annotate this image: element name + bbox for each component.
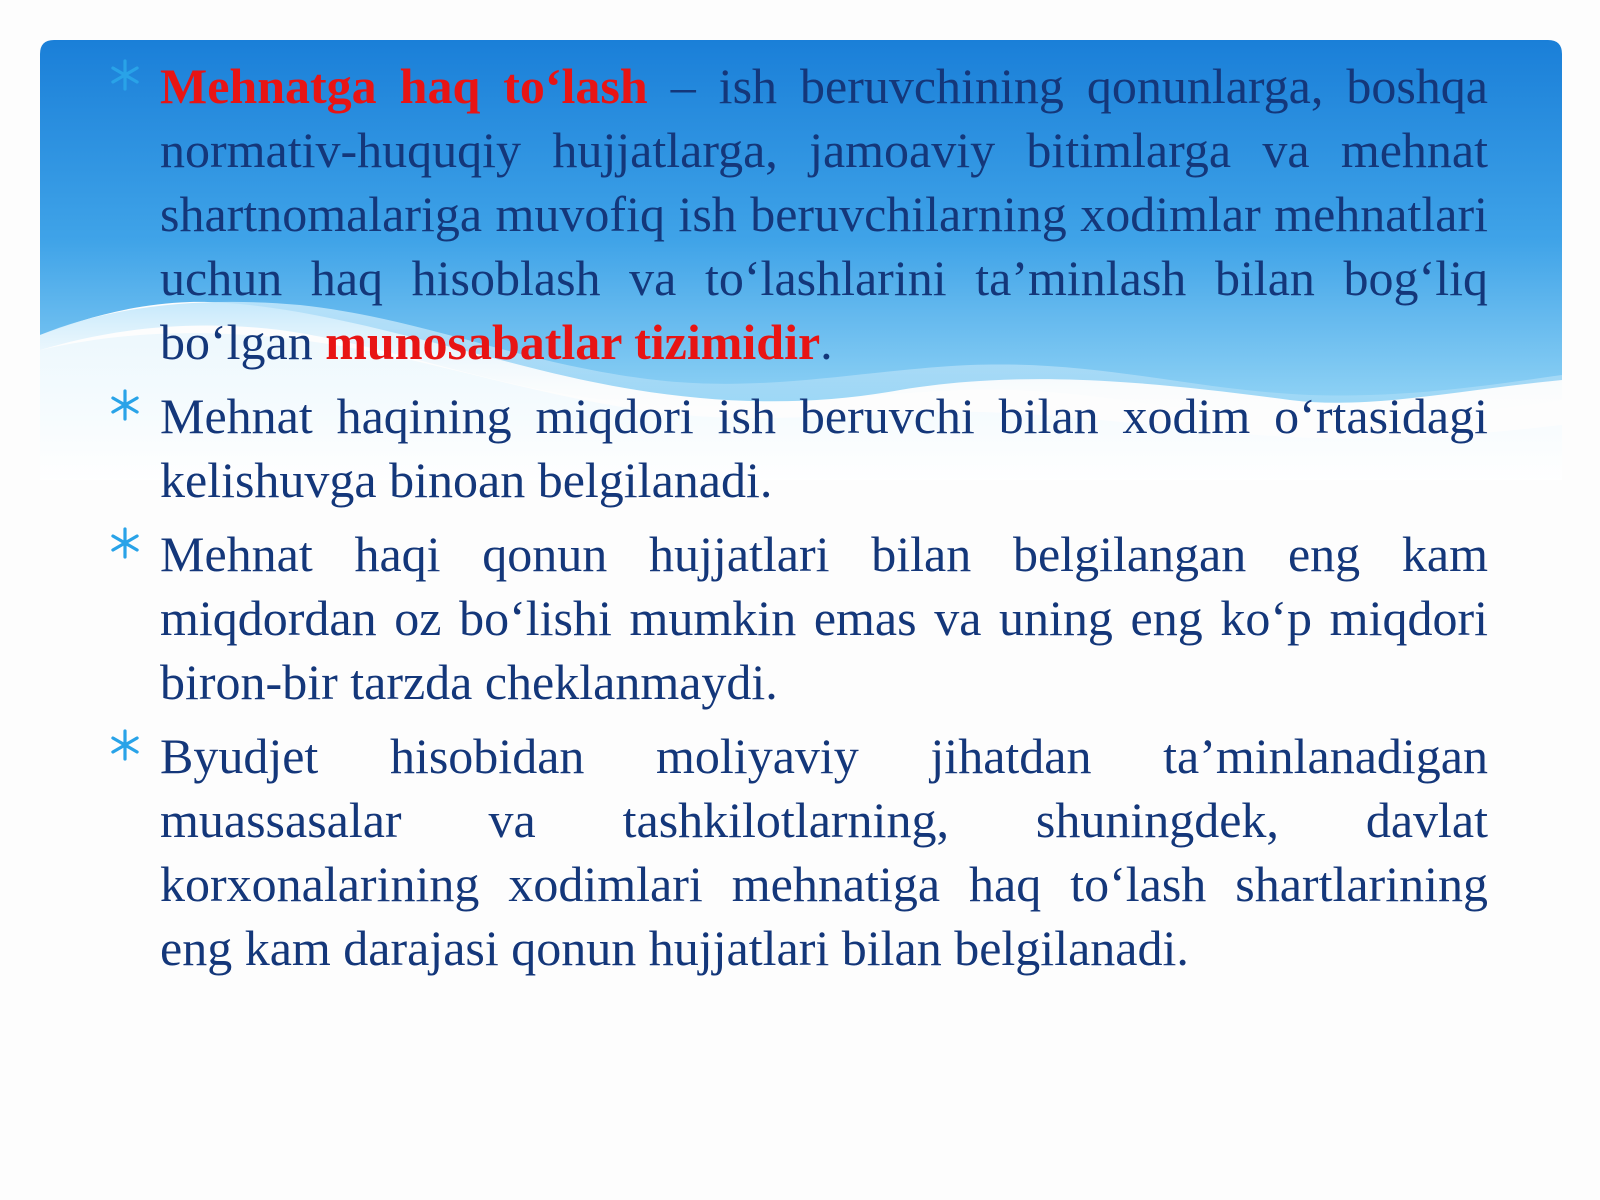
bullet-text: Byudjet hisobidan moliyaviy jihatdan ta’minlanadigan muassasalar va tashkilotlarning, shuningdek, davlat korxonalarining xodimlari mehnatiga haq to‘lash shartlarining eng kam darajasi qonun hujjatlari bilan belgilanadi.	[160, 728, 1488, 976]
term-highlight: Mehnatga haq to‘lash	[160, 58, 648, 114]
bullet-item-budget	[108, 724, 1488, 980]
bullet-list	[108, 54, 1488, 990]
bullet-item-definition	[108, 54, 1488, 374]
asterisk-bullet-icon	[108, 728, 142, 762]
sentence-end: .	[820, 314, 833, 370]
emphasis-highlight: munosabatlar tizimidir	[325, 314, 821, 370]
bullet-text	[160, 54, 1488, 374]
definition-text: – ish beruvchining qonunlarga, boshqa normativ-huquqiy hujjatlarga, jamoaviy bitimlarga va mehnat shartnomalariga muvofiq ish beruvchilarning xodimlar mehnatlari uchun haq hisoblash va to‘lashlarini ta’minlash bilan bog‘liq bo‘lgan	[160, 58, 1488, 370]
bullet-item-minimum	[108, 522, 1488, 714]
bullet-item-amount	[108, 384, 1488, 512]
asterisk-bullet-icon	[108, 526, 142, 560]
asterisk-bullet-icon	[108, 388, 142, 422]
bullet-text: Mehnat haqining miqdori ish beruvchi bilan xodim o‘rtasidagi kelishuvga binoan belgilanadi.	[160, 388, 1488, 508]
bullet-text: Mehnat haqi qonun hujjatlari bilan belgilangan eng kam miqdordan oz bo‘lishi mumkin emas va uning eng ko‘p miqdori biron-bir tarzda cheklanmaydi.	[160, 526, 1488, 710]
asterisk-bullet-icon	[108, 58, 142, 92]
